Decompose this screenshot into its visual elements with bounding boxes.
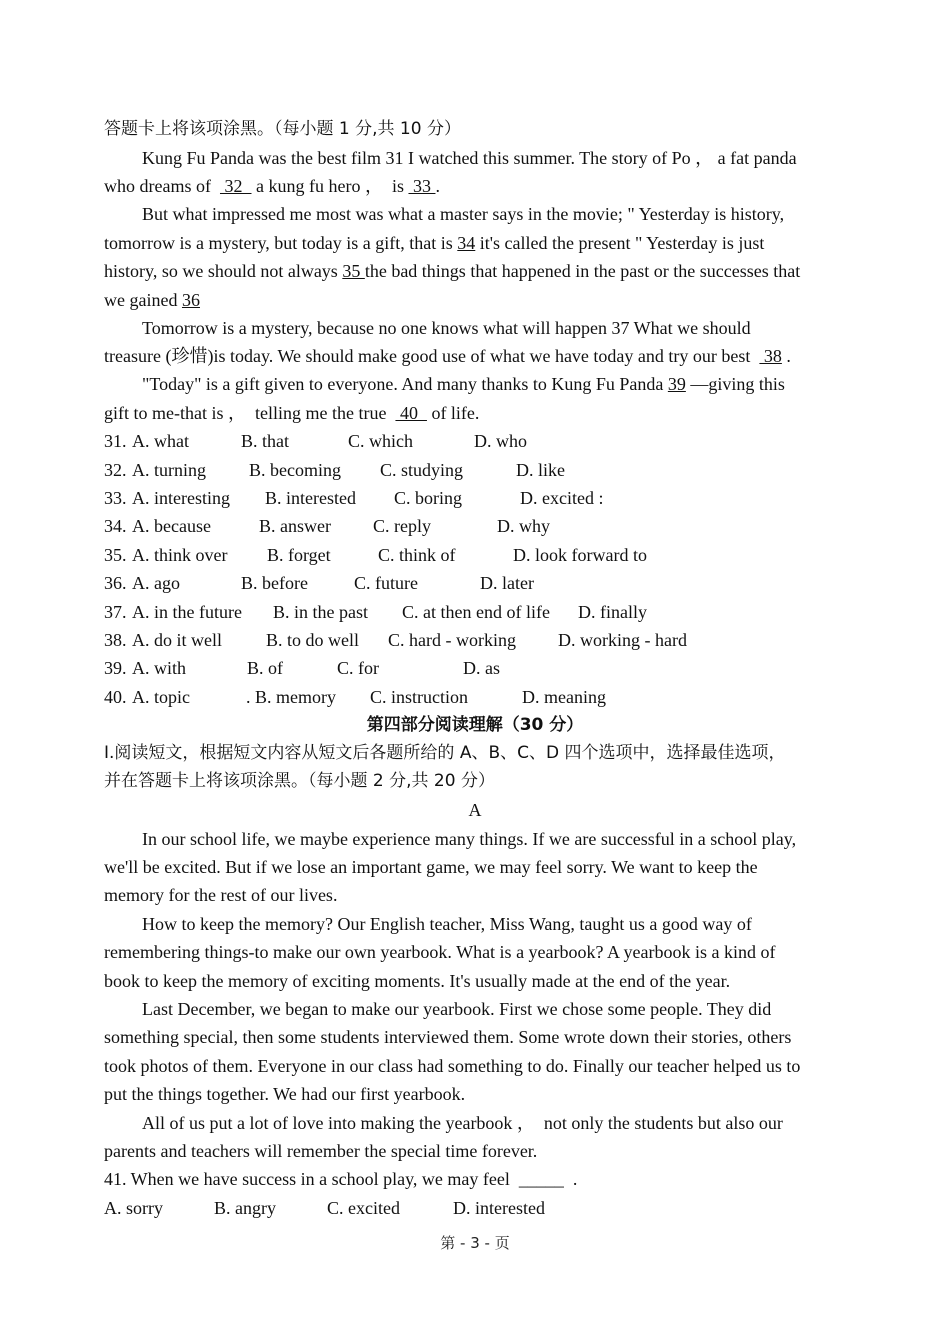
cloze-line: But what impressed me most was what a master says in the movie; " Yesterday is history, bbox=[142, 204, 785, 224]
question-41-stem: 41. When we have success in a school play, we may feel _____ . bbox=[104, 1169, 578, 1189]
passage-line: parents and teachers will remember the special time forever. bbox=[104, 1141, 538, 1161]
cloze-line: history, so we should not always 35 the bad things that happened in the past or the successes that bbox=[104, 261, 801, 281]
question-34: 34. A. because B. answer C. reply D. why bbox=[104, 516, 550, 536]
blank-38: 38 bbox=[759, 346, 782, 366]
passage-line: remembering things-to make our own yearbook. What is a yearbook? A yearbook is a kind of bbox=[104, 942, 776, 962]
passage-line: All of us put a lot of love into making the yearbook ， not only the students but also our bbox=[142, 1113, 783, 1133]
blank-34: 34 bbox=[457, 233, 476, 253]
question-39: 39. A. with B. of C. for D. as bbox=[104, 658, 500, 678]
cloze-line: Kung Fu Panda was the best film 31 I watched this summer. The story of Po ， a fat panda bbox=[142, 148, 797, 168]
passage-line: book to keep the memory of exciting moments. It's usually made at the end of the year. bbox=[104, 971, 731, 991]
section-instruction: I.阅读短文，根据短文内容从短文后各题所给的 A、B、C、D 四个选项中，选择最佳选项， bbox=[104, 743, 786, 763]
blank-40: 40 bbox=[395, 403, 427, 423]
question-36: 36. A. ago B. before C. future D. later bbox=[104, 573, 534, 593]
passage-line: In our school life, we maybe experience many things. If we are successful in a school play, bbox=[142, 829, 797, 849]
cloze-line: tomorrow is a mystery, but today is a gift, that is 34 it's called the present " Yesterday is just bbox=[104, 233, 765, 253]
passage-line: something special, then some students interviewed them. Some wrote down their stories, others bbox=[104, 1027, 792, 1047]
blank-35: 35 bbox=[342, 261, 365, 281]
blank-33: 33 bbox=[408, 176, 436, 196]
passage-line: took photos of them. Everyone in our class had something to do. Finally our teacher helped us to bbox=[104, 1056, 801, 1076]
cloze-line: "Today" is a gift given to everyone. And many thanks to Kung Fu Panda 39 —giving this bbox=[142, 374, 785, 394]
section-instruction: 答题卡上将该项涂黑。（每小题 1 分,共 10 分） bbox=[104, 119, 461, 139]
question-33: 33. A. interesting B. interested C. boring D. excited : bbox=[104, 488, 604, 508]
blank-39: 39 bbox=[667, 374, 686, 394]
question-32: 32. A. turning B. becoming C. studying D. like bbox=[104, 460, 565, 480]
question-38: 38. A. do it well B. to do well C. hard - working D. working - hard bbox=[104, 630, 687, 650]
passage-line: How to keep the memory? Our English teacher, Miss Wang, taught us a good way of bbox=[142, 914, 752, 934]
cloze-line: we gained 36 bbox=[104, 290, 200, 310]
blank-32: 32 bbox=[219, 176, 252, 196]
cloze-line: gift to me-that is ， telling me the true 40 of life. bbox=[104, 403, 480, 423]
question-37: 37. A. in the future B. in the past C. at then end of life D. finally bbox=[104, 602, 647, 622]
question-40: 40. A. topic . B. memory C. instruction D. meaning bbox=[104, 687, 606, 707]
question-35: 35. A. think over B. forget C. think of D. look forward to bbox=[104, 545, 647, 565]
passage-line: put the things together. We had our first yearbook. bbox=[104, 1084, 466, 1104]
passage-label: A bbox=[468, 800, 482, 820]
page-footer: 第 - 3 - 页 bbox=[440, 1234, 510, 1252]
question-31: 31. A. what B. that C. which D. who bbox=[104, 431, 527, 451]
section-instruction: 并在答题卡上将该项涂黑。（每小题 2 分,共 20 分） bbox=[104, 771, 495, 791]
blank-36: 36 bbox=[181, 290, 200, 310]
passage-line: memory for the rest of our lives. bbox=[104, 885, 338, 905]
question-41-options: A. sorry B. angry C. excited D. interested bbox=[104, 1198, 545, 1218]
section-title: 第四部分阅读理解（30 分） bbox=[366, 715, 584, 735]
passage-line: we'll be excited. But if we lose an important game, we may feel sorry. We want to keep the bbox=[104, 857, 758, 877]
cloze-line: treasure (珍惜)is today. We should make good use of what we have today and try our best 38 . bbox=[104, 346, 791, 366]
passage-line: Last December, we began to make our yearbook. First we chose some people. They did bbox=[142, 999, 772, 1019]
cloze-line: who dreams of 32 a kung fu hero ， is 33 . bbox=[104, 176, 440, 196]
cloze-line: Tomorrow is a mystery, because no one knows what will happen 37 What we should bbox=[142, 318, 751, 338]
